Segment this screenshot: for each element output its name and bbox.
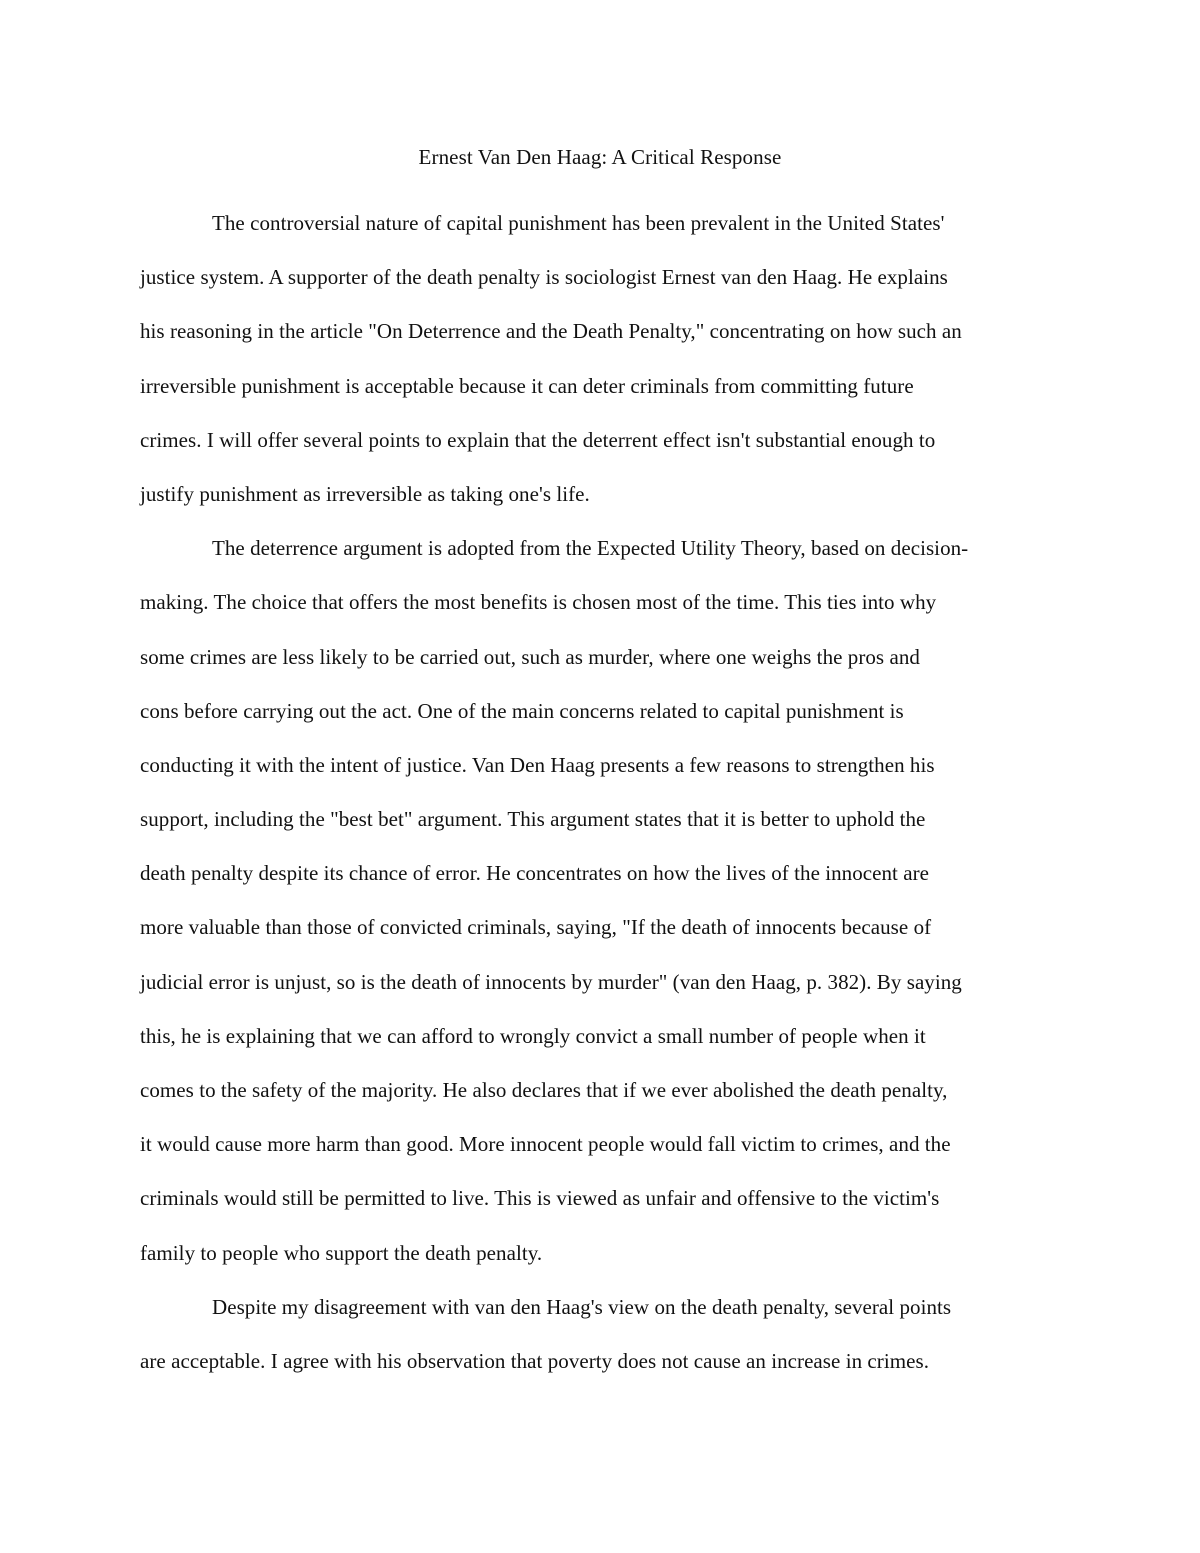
paragraph-line: judicial error is unjust, so is the death of innocents by murder" (van den Haag, p. 382). By saying [140,969,962,994]
paragraph-3 [140,1280,1060,1388]
paragraph-line: The deterrence argument is adopted from the Expected Utility Theory, based on decision- [212,536,969,561]
paragraph-1 [140,196,1060,521]
paragraph-line: some crimes are less likely to be carried out, such as murder, where one weighs the pros and [140,644,920,669]
paragraph-line: his reasoning in the article "On Deterrence and the Death Penalty," concentrating on how such an [140,319,962,344]
paragraph-line: justify punishment as irreversible as taking one's life. [140,481,590,506]
paragraph-line: The controversial nature of capital punishment has been prevalent in the United States' [212,211,945,235]
paragraph-line: support, including the "best bet" argument. This argument states that it is better to uphold the [140,807,926,832]
paragraph-line: comes to the safety of the majority. He also declares that if we ever abolished the death penalty, [140,1078,948,1102]
paragraph-line: justice system. A supporter of the death penalty is sociologist Ernest van den Haag. He explains [140,265,948,290]
paragraph-line: conducting it with the intent of justice. Van Den Haag presents a few reasons to strengthen his [140,752,935,777]
paragraph-line: it would cause more harm than good. More innocent people would fall victim to crimes, and the [140,1132,951,1157]
paragraph-line: Despite my disagreement with van den Haag's view on the death penalty, several points [212,1294,952,1319]
document-title: Ernest Van Den Haag: A Critical Response [418,145,782,169]
paragraph-line: this, he is explaining that we can afford to wrongly convict a small number of people when it [140,1023,926,1048]
paragraph-line: crimes. I will offer several points to explain that the deterrent effect isn't substantial enough to [140,427,936,452]
paragraph-line: making. The choice that offers the most benefits is chosen most of the time. This ties into why [140,590,937,615]
paragraph-line: are acceptable. I agree with his observation that poverty does not cause an increase in crimes. [140,1348,930,1373]
paragraph-line: family to people who support the death penalty. [140,1240,543,1265]
paragraph-line: criminals would still be permitted to live. This is viewed as unfair and offensive to the victim's [140,1186,940,1211]
paragraph-line: more valuable than those of convicted criminals, saying, "If the death of innocents because of [140,915,932,940]
document-body [140,196,1060,1388]
paragraph-line: death penalty despite its chance of error. He concentrates on how the lives of the innocent are [140,861,930,886]
paragraph-line: cons before carrying out the act. One of the main concerns related to capital punishment is [140,698,904,723]
paragraph-line: irreversible punishment is acceptable because it can deter criminals from committing future [140,373,914,398]
paragraph-2 [140,521,1060,1280]
